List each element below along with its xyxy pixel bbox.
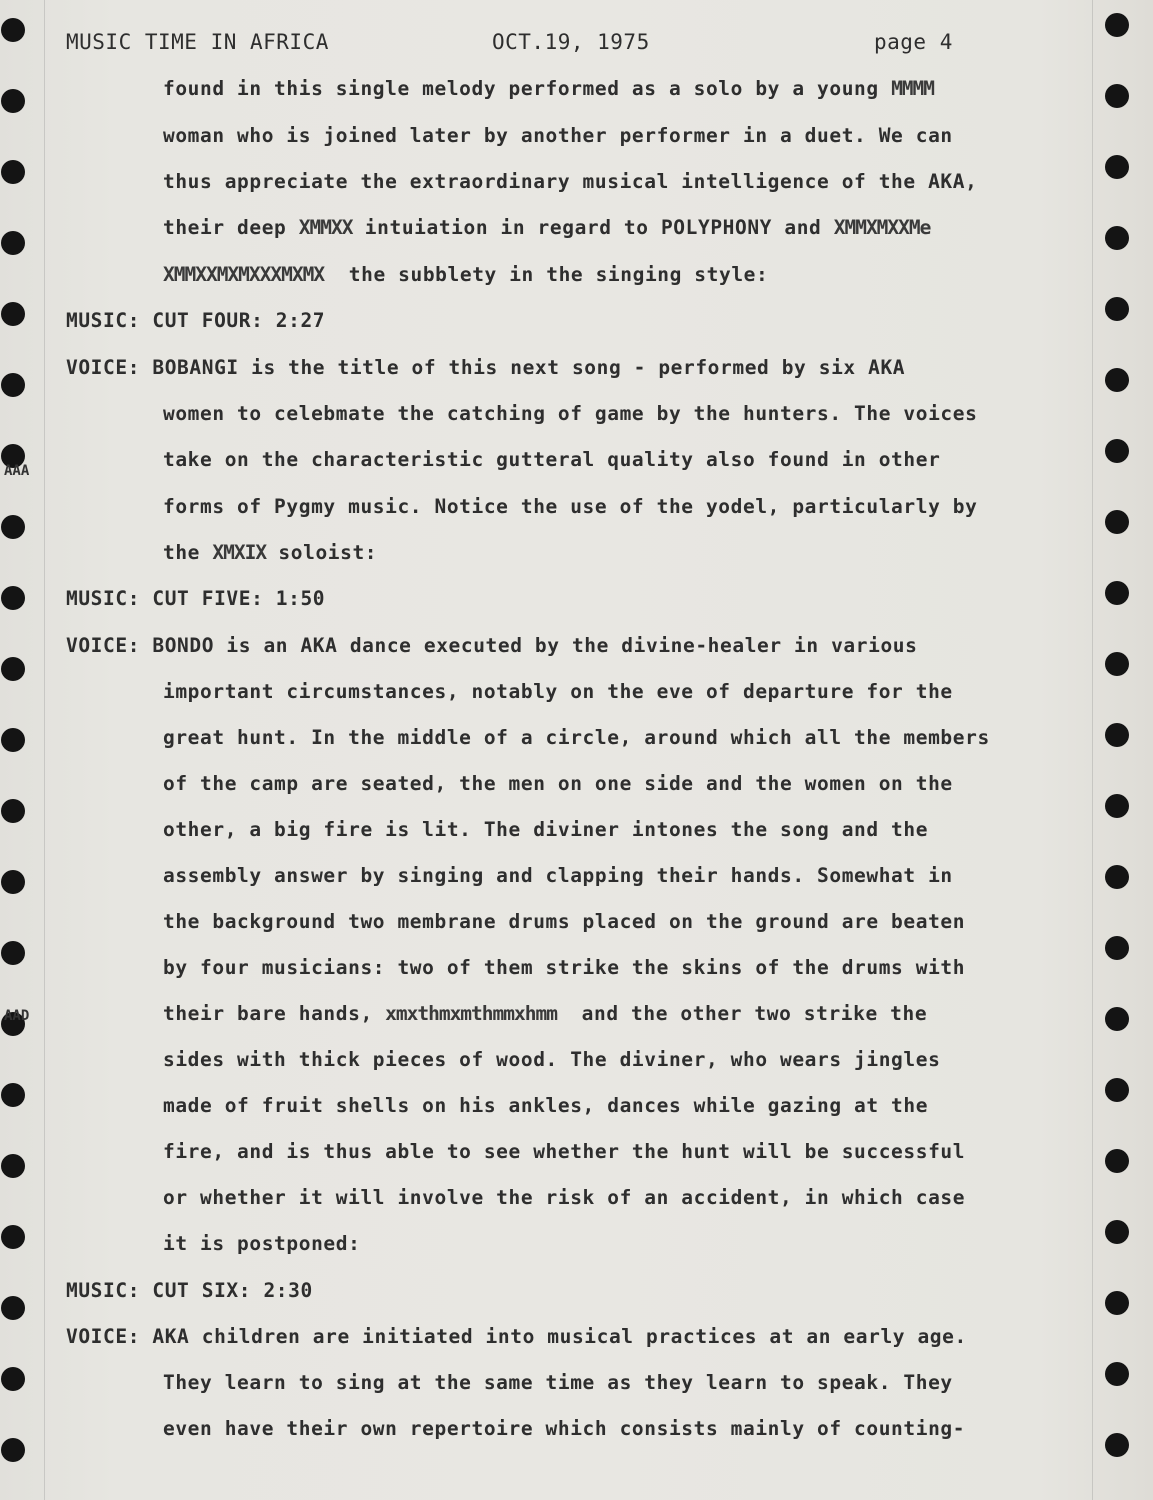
feed-hole [1105,297,1129,321]
feed-hole [1105,652,1129,676]
feed-hole [1,515,25,539]
feed-hole [1105,368,1129,392]
text-segment: found in this single melody performed as a solo by a young [163,77,892,100]
feed-hole [1105,439,1129,463]
feed-hole [1,18,25,42]
text-segment: it is postponed: [163,1232,361,1255]
text-segment: important circumstances, notably on the eve of departure for the [163,680,953,703]
feed-hole [1105,1291,1129,1315]
cue-line [66,355,905,381]
feed-hole [1,941,25,965]
feed-hole [1105,510,1129,534]
cue-line [66,308,325,334]
header-date: OCT.19, 1975 [492,30,650,54]
text-segment: intuiation in regard to POLYPHONY and [352,216,834,239]
cue-line [66,1278,313,1304]
feed-hole [1,160,25,184]
text-line [163,1093,928,1119]
text-segment: VOICE: AKA children are initiated into musical practices at an early age. [66,1325,967,1348]
text-segment: VOICE: BOBANGI is the title of this next song - performed by six AKA [66,356,906,379]
text-segment: MUSIC: CUT SIX: 2:30 [66,1279,313,1302]
feed-hole [1105,1362,1129,1386]
feed-hole [1105,865,1129,889]
cue-line [66,633,917,659]
header-page-number: page 4 [874,30,953,54]
text-segment: made of fruit shells on his ankles, dances while gazing at the [163,1094,929,1117]
text-line [163,123,953,149]
feed-hole [1,799,25,823]
feed-hole [1,586,25,610]
left-tractor-holes [0,0,30,1500]
text-segment: other, a big fire is lit. The diviner intones the song and the [163,818,929,841]
header-title: MUSIC TIME IN AFRICA [66,30,329,54]
feed-hole [1,1367,25,1391]
text-segment: They learn to sing at the same time as they learn to speak. They [163,1371,953,1394]
struck-out-text: MMMM [891,77,935,100]
feed-hole [1,302,25,326]
feed-hole [1,1225,25,1249]
feed-hole [1,1296,25,1320]
text-segment: great hunt. In the middle of a circle, around which all the members [163,726,990,749]
margin-mark: AAA [4,463,30,479]
text-line [163,76,934,102]
text-segment: the background two membrane drums placed on the ground are beaten [163,910,966,933]
feed-hole [1105,155,1129,179]
feed-hole [1105,1007,1129,1031]
text-line [163,817,928,843]
text-line [163,262,768,288]
text-segment: their bare hands, [163,1002,386,1025]
feed-hole [1105,13,1129,37]
feed-hole [1105,84,1129,108]
text-segment: and the other two strike the [556,1002,928,1025]
text-line [163,540,377,566]
struck-out-text: XMMXX [298,216,353,239]
text-line [163,909,965,935]
right-perforation-line [1092,0,1093,1500]
feed-hole [1,870,25,894]
text-segment: their deep [163,216,299,239]
feed-hole [1105,1220,1129,1244]
margin-mark: AAD [4,1008,30,1024]
feed-hole [1,1154,25,1178]
text-line [163,1185,965,1211]
text-segment: thus appreciate the extraordinary musical intelligence of the AKA, [163,170,978,193]
text-line [163,1416,965,1442]
text-line [163,447,940,473]
feed-hole [1,1083,25,1107]
feed-hole [1,373,25,397]
feed-hole [1105,936,1129,960]
feed-hole [1,1438,25,1462]
feed-hole [1105,1078,1129,1102]
struck-out-text: XMMXXMXMXXXMXMX [163,263,325,286]
text-segment: assembly answer by singing and clapping their hands. Somewhat in [163,864,953,887]
struck-out-text: XMMXMXXMe [833,216,931,239]
text-line [163,215,930,241]
text-line [163,1139,965,1165]
text-line [163,771,953,797]
text-segment: women to celebmate the catching of game by the hunters. The voices [163,402,978,425]
text-segment: or whether it will involve the risk of an accident, in which case [163,1186,966,1209]
text-segment: soloist: [266,541,378,564]
feed-hole [1105,226,1129,250]
feed-hole [1,231,25,255]
feed-hole [1105,794,1129,818]
text-line [163,725,990,751]
feed-hole [1,728,25,752]
left-perforation-line [44,0,45,1500]
text-segment: MUSIC: CUT FIVE: 1:50 [66,587,326,610]
feed-hole [1105,1149,1129,1173]
feed-hole [1105,1433,1129,1457]
text-segment: fire, and is thus able to see whether the hunt will be successful [163,1140,966,1163]
feed-hole [1105,581,1129,605]
right-tractor-holes [1103,0,1133,1500]
text-segment: the [163,541,213,564]
text-segment: the subblety in the singing style: [324,263,769,286]
text-segment: woman who is joined later by another performer in a duet. We can [163,124,953,147]
cue-line [66,1324,967,1350]
feed-hole [1,657,25,681]
text-segment: MUSIC: CUT FOUR: 2:27 [66,309,326,332]
text-line [163,494,977,520]
text-segment: even have their own repertoire which consists mainly of counting- [163,1417,966,1440]
text-line [163,1231,360,1257]
feed-hole [1,89,25,113]
text-segment: take on the characteristic gutteral quality also found in other [163,448,941,471]
text-line [163,955,965,981]
text-line [163,401,977,427]
text-line [163,679,953,705]
text-segment: by four musicians: two of them strike the skins of the drums with [163,956,966,979]
struck-out-text: xmxthmxmthmmxhmm [385,1002,557,1025]
text-line [163,169,977,195]
feed-hole [1105,723,1129,747]
text-segment: sides with thick pieces of wood. The diviner, who wears jingles [163,1048,941,1071]
page-header [66,30,1066,56]
text-segment: of the camp are seated, the men on one side and the women on the [163,772,953,795]
text-line [163,1370,953,1396]
text-line [163,1001,927,1027]
struck-out-text: XMXIX [212,541,267,564]
cue-line [66,586,325,612]
text-line [163,863,953,889]
text-line [163,1047,940,1073]
text-segment: VOICE: BONDO is an AKA dance executed by the divine-healer in various [66,634,918,657]
text-segment: forms of Pygmy music. Notice the use of the yodel, particularly by [163,495,978,518]
